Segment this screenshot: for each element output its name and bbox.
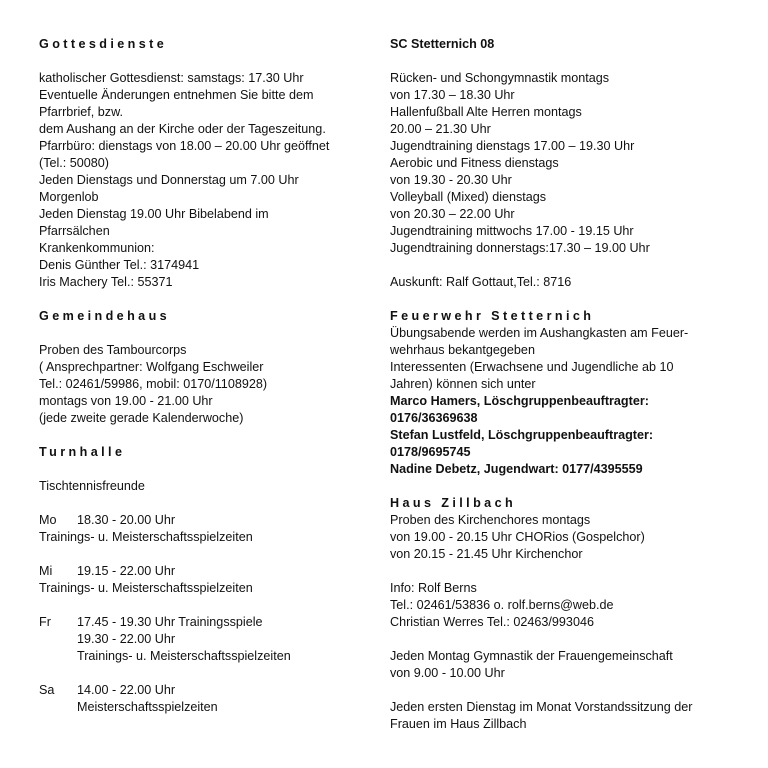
text-line: Jugendtraining donnerstags:17.30 – 19.00 Uhr — [390, 241, 650, 255]
text-line: von 17.30 – 18.30 Uhr — [390, 88, 515, 102]
text-line: Frauen im Haus Zillbach — [390, 717, 527, 731]
text-line: Jahren) können sich unter — [390, 377, 536, 391]
feuerwehr-text — [390, 325, 740, 478]
schedule-desc: Trainings- u. Meisterschaftsspielzeiten — [77, 649, 291, 663]
text-line: Interessenten (Erwachsene und Jugendliche ab 10 — [390, 360, 674, 374]
contact-line: Nadine Debetz, Jugendwart: 0177/4395559 — [390, 462, 643, 476]
feuerwehr-heading: Feuerwehr Stetternich — [390, 309, 595, 323]
turnhalle-heading: Turnhalle — [39, 445, 126, 459]
text-line: Christian Werres Tel.: 02463/993046 — [390, 615, 594, 629]
text-line: Rücken- und Schongymnastik montags — [390, 71, 610, 85]
text-line: Proben des Kirchenchores montags — [390, 513, 591, 527]
text-line: Jeden Montag Gymnastik der Frauengemeinschaft — [390, 649, 673, 663]
contact-line: 0176/36369638 — [390, 411, 478, 425]
text-line: (jede zweite gerade Kalenderwoche) — [39, 411, 244, 425]
sc-heading: SC Stetternich 08 — [390, 37, 495, 51]
contact-line: Marco Hamers, Löschgruppenbeauftragter: — [390, 394, 649, 408]
zillbach-heading: Haus Zillbach — [390, 496, 517, 510]
text-line: Aerobic und Fitness dienstags — [390, 156, 559, 170]
text-line: Übungsabende werden im Aushangkasten am Feuer- — [390, 326, 689, 340]
gemeindehaus-heading: Gemeindehaus — [39, 309, 171, 323]
text-line: Pfarrbüro: dienstags von 18.00 – 20.00 Uhr geöffnet — [39, 139, 330, 153]
schedule-row-fr — [39, 614, 379, 631]
text-line: katholischer Gottesdienst: samstags: 17.30 Uhr — [39, 71, 304, 85]
schedule-desc: Meisterschaftsspielzeiten — [77, 700, 218, 714]
schedule-day: Fr — [39, 615, 51, 629]
text-line: wehrhaus bekantgegeben — [390, 343, 535, 357]
text-line: von 19.30 - 20.30 Uhr — [390, 173, 512, 187]
text-line: von 20.30 – 22.00 Uhr — [390, 207, 515, 221]
text-line: Hallenfußball Alte Herren montags — [390, 105, 582, 119]
schedule-day: Mo — [39, 513, 57, 527]
text-line: Jeden Dienstag 19.00 Uhr Bibelabend im — [39, 207, 269, 221]
gemeindehaus-text — [39, 342, 379, 427]
contact-line: 0178/9695745 — [390, 445, 471, 459]
text-line: dem Aushang an der Kirche oder der Tageszeitung. — [39, 122, 326, 136]
text-line: Tel.: 02461/59986, mobil: 0170/1108928) — [39, 377, 268, 391]
text-line: von 20.15 - 21.45 Uhr Kirchenchor — [390, 547, 583, 561]
text-line: Iris Machery Tel.: 55371 — [39, 275, 173, 289]
text-line: Jugendtraining mittwochs 17.00 - 19.15 Uhr — [390, 224, 634, 238]
sc-text — [390, 70, 740, 257]
text-line: 20.00 – 21.30 Uhr — [390, 122, 491, 136]
text-line: Info: Rolf Berns — [390, 581, 477, 595]
zillbach-info — [390, 580, 740, 631]
text-line: Tel.: 02461/53836 o. rolf.berns@web.de — [390, 598, 614, 612]
left-column — [39, 36, 379, 716]
zillbach-text — [390, 512, 740, 563]
text-line: Jugendtraining dienstags 17.00 – 19.30 Uhr — [390, 139, 635, 153]
text-line: Pfarrsälchen — [39, 224, 110, 238]
text-line: Pfarrbrief, bzw. — [39, 105, 123, 119]
schedule-time: 17.45 - 19.30 Uhr Trainingsspiele — [77, 615, 263, 629]
sc-info: Auskunft: Ralf Gottaut,Tel.: 8716 — [390, 275, 572, 289]
zillbach-gymnastics — [390, 648, 740, 682]
schedule-desc: Trainings- u. Meisterschaftsspielzeiten — [39, 581, 253, 595]
schedule-row-mi — [39, 563, 379, 580]
right-column — [390, 36, 740, 733]
text-line: Jeden Dienstags und Donnerstag um 7.00 Uhr — [39, 173, 299, 187]
text-line: Morgenlob — [39, 190, 99, 204]
text-line: Proben des Tambourcorps — [39, 343, 187, 357]
gottesdienste-heading: Gottesdienste — [39, 37, 168, 51]
schedule-day: Sa — [39, 683, 55, 697]
text-line: Jeden ersten Dienstag im Monat Vorstandssitzung der — [390, 700, 693, 714]
schedule-time: 18.30 - 20.00 Uhr — [77, 513, 176, 527]
text-line: ( Ansprechpartner: Wolfgang Eschweiler — [39, 360, 264, 374]
text-line: von 19.00 - 20.15 Uhr CHORios (Gospelchor) — [390, 530, 645, 544]
text-line: Krankenkommunion: — [39, 241, 155, 255]
text-line: Volleyball (Mixed) dienstags — [390, 190, 547, 204]
schedule-row-mo — [39, 512, 379, 529]
schedule-row-sa — [39, 682, 379, 699]
text-line: Denis Günther Tel.: 3174941 — [39, 258, 200, 272]
schedule-desc: Trainings- u. Meisterschaftsspielzeiten — [39, 530, 253, 544]
schedule-day: Mi — [39, 564, 53, 578]
contact-line: Stefan Lustfeld, Löschgruppenbeauftragter: — [390, 428, 654, 442]
text-line: von 9.00 - 10.00 Uhr — [390, 666, 505, 680]
text-line: Eventuelle Änderungen entnehmen Sie bitte dem — [39, 88, 314, 102]
zillbach-board — [390, 699, 740, 733]
schedule-time-2: 19.30 - 22.00 Uhr — [77, 632, 176, 646]
schedule-time: 19.15 - 22.00 Uhr — [77, 564, 176, 578]
text-line: (Tel.: 50080) — [39, 156, 110, 170]
gottesdienste-text — [39, 70, 379, 291]
turnhalle-intro: Tischtennisfreunde — [39, 479, 145, 493]
text-line: montags von 19.00 - 21.00 Uhr — [39, 394, 213, 408]
schedule-time: 14.00 - 22.00 Uhr — [77, 683, 176, 697]
